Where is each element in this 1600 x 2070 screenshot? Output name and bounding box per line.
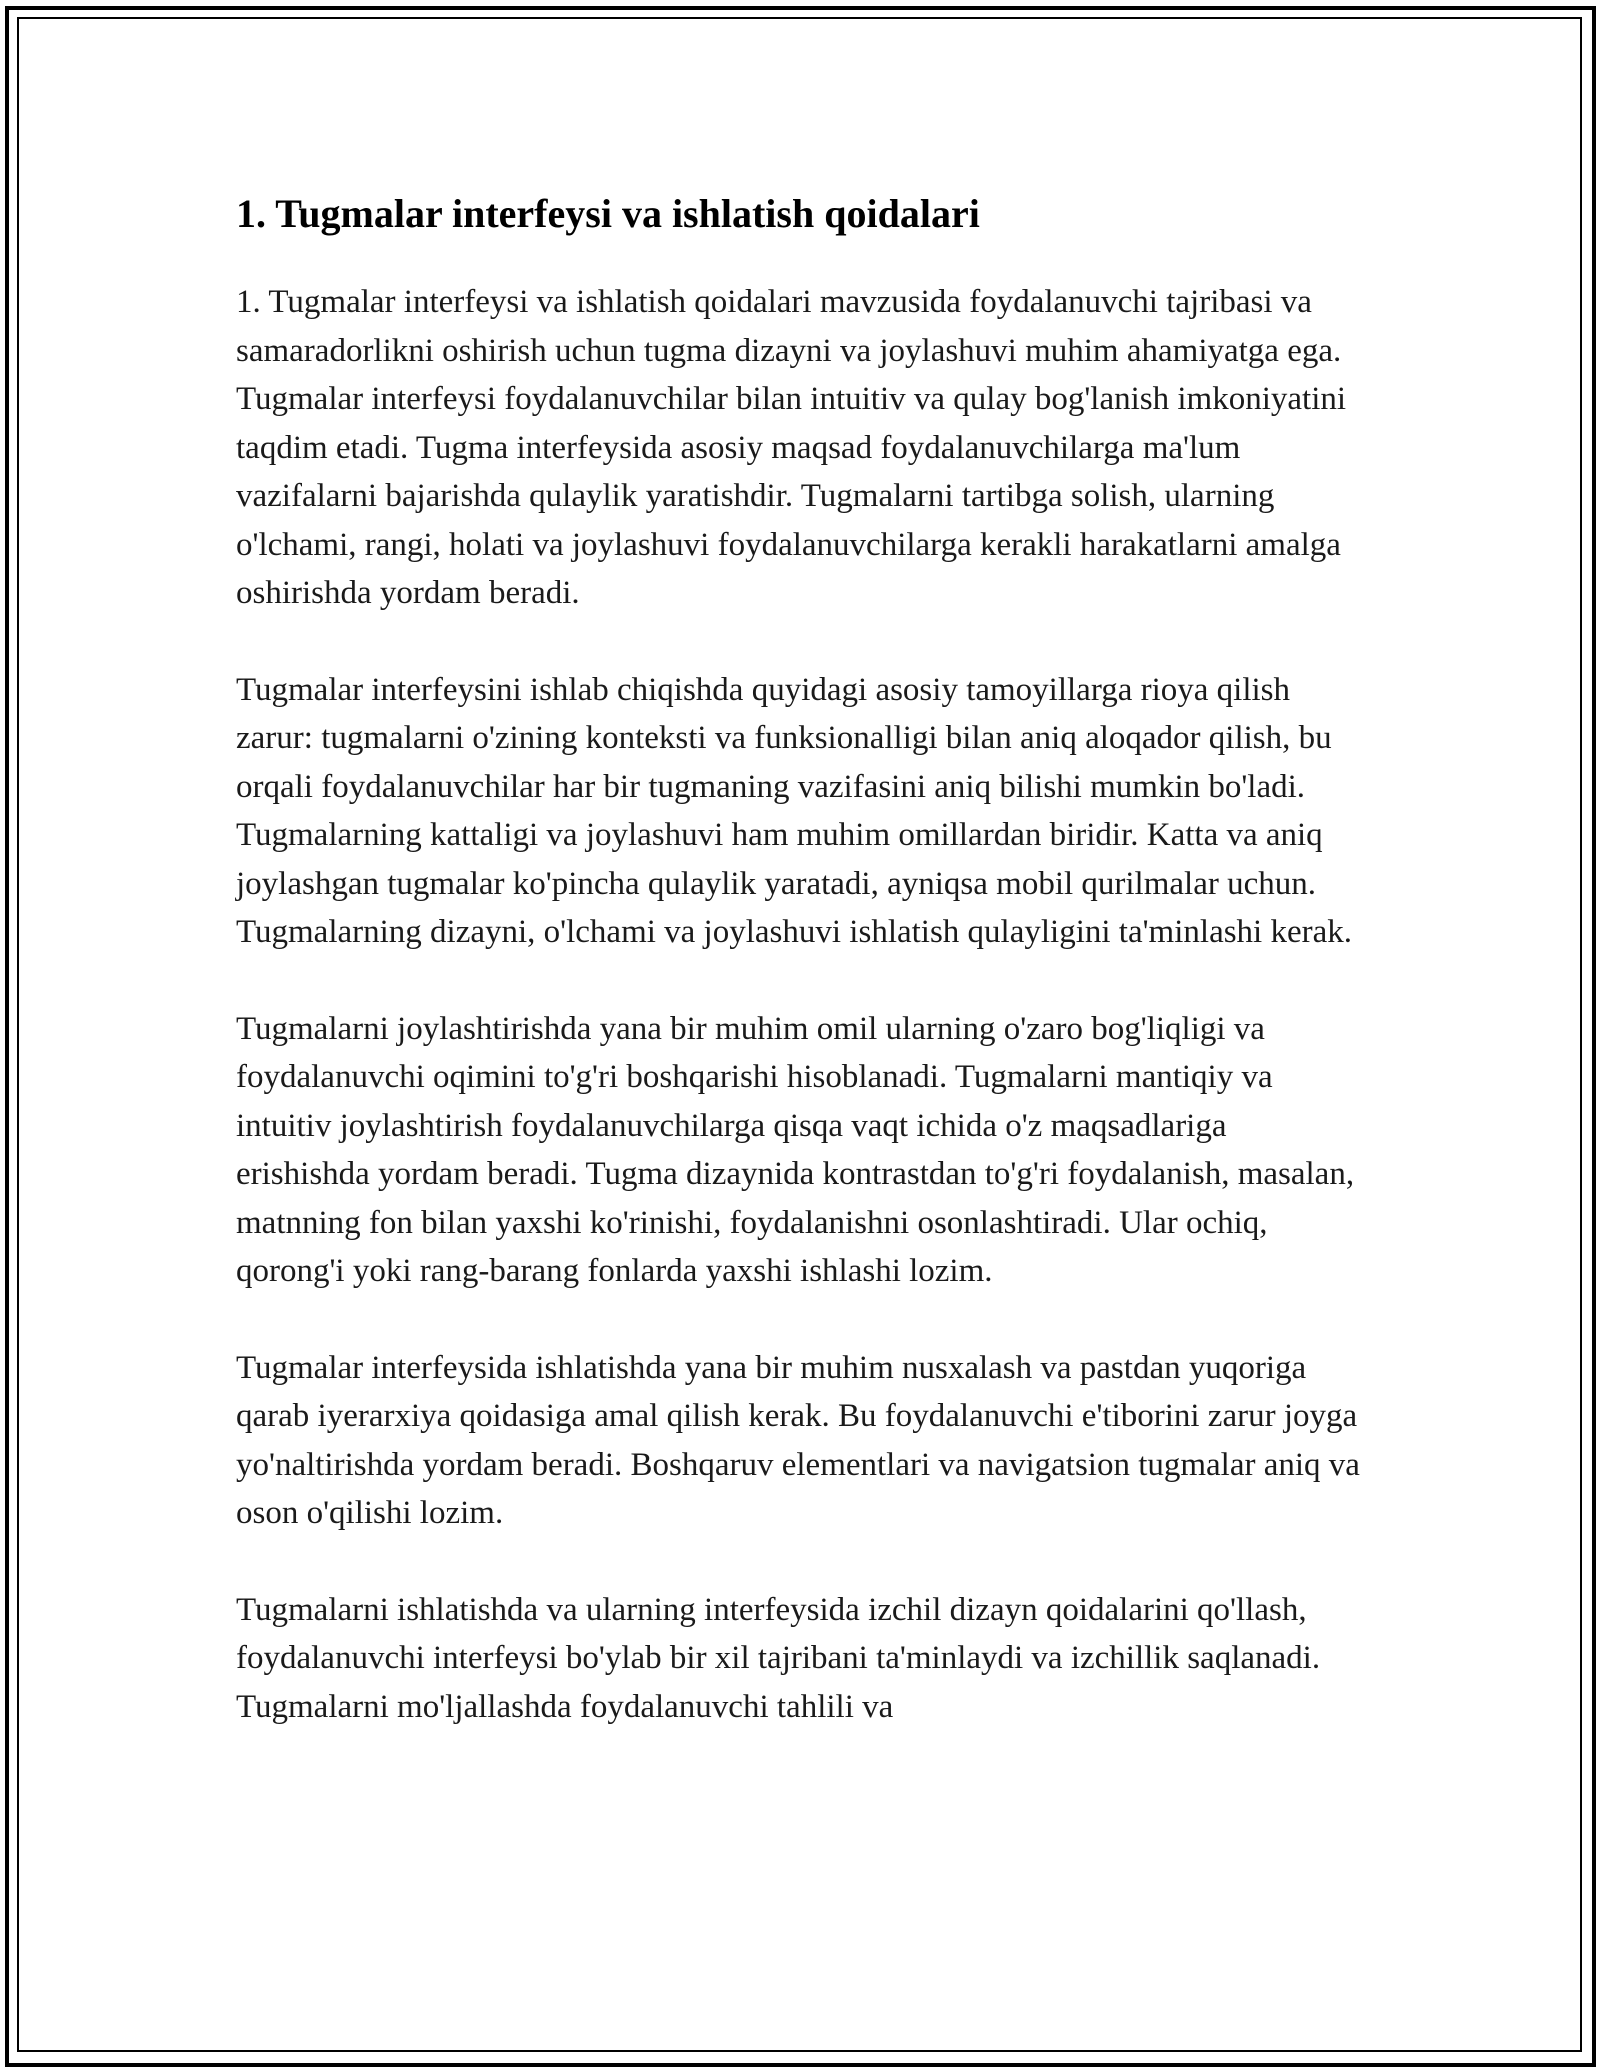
paragraph-3: Tugmalarni joylashtirishda yana bir muhim omil ularning o'zaro bog'liqligi va foydalanuvchi oqimini to'g'ri boshqarishi hisoblanadi. Tugmalarni mantiqiy va intuitiv joylashtirish foydalanuvchilarga qisqa vaqt ichida o'z maqsadlariga erishishda yordam beradi. Tugma dizaynida kontrastdan to'g'ri foydalanish, masalan, matnning fon bilan yaxshi ko'rinishi, foydalanishni osonlashtiradi. Ular ochiq, qorong'i yoki rang-barang fonlarda yaxshi ishlashi lozim. bbox=[236, 1010, 1355, 1289]
paragraph-5: Tugmalarni ishlatishda va ularning interfeysida izchil dizayn qoidalarini qo'llash, foydalanuvchi interfeysi bo'ylab bir xil tajribani ta'minlaydi va izchillik saqlanadi. Tugmalarni mo'ljallashda foydalanuvchi tahlili va bbox=[236, 1591, 1321, 1725]
document-body bbox=[236, 186, 1366, 1779]
document-title: 1. Tugmalar interfeysi va ishlatish qoidalari bbox=[236, 191, 980, 236]
paragraph-2: Tugmalar interfeysini ishlab chiqishda quyidagi asosiy tamoyillarga rioya qilish zarur: tugmalarni o'zining konteksti va funksionalligi bilan aniq aloqador qilish, bu orqali foydalanuvchilar har bir tugmaning vazifasini aniq bilishi mumkin bo'ladi. Tugmalarning kattaligi va joylashuvi ham muhim omillardan biridir. Katta va aniq joylashgan tugmalar ko'pincha qulaylik yaratadi, ayniqsa mobil qurilmalar uchun. Tugmalarning dizayni, o'lchami va joylashuvi ishlatish qulayligini ta'minlashi kerak. bbox=[236, 671, 1353, 950]
paragraph-1: 1. Tugmalar interfeysi va ishlatish qoidalari mavzusida foydalanuvchi tajribasi va samaradorlikni oshirish uchun tugma dizayni va joylashuvi muhim ahamiyatga ega. Tugmalar interfeysi foydalanuvchilar bilan intuitiv va qulay bog'lanish imkoniyatini taqdim etadi. Tugma interfeysida asosiy maqsad foydalanuvchilarga ma'lum vazifalarni bajarishda qulaylik yaratishdir. Tugmalarni tartibga solish, ularning o'lchami, rangi, holati va joylashuvi foydalanuvchilarga kerakli harakatlarni amalga oshirishda yordam beradi. bbox=[236, 284, 1347, 611]
paragraph-4: Tugmalar interfeysida ishlatishda yana bir muhim nusxalash va pastdan yuqoriga qarab iyerarxiya qoidasiga amal qilish kerak. Bu foydalanuvchi e'tiborini zarur joyga yo'naltirishda yordam beradi. Boshqaruv elementlari va navigatsion tugmalar aniq va oson o'qilishi lozim. bbox=[236, 1349, 1360, 1531]
